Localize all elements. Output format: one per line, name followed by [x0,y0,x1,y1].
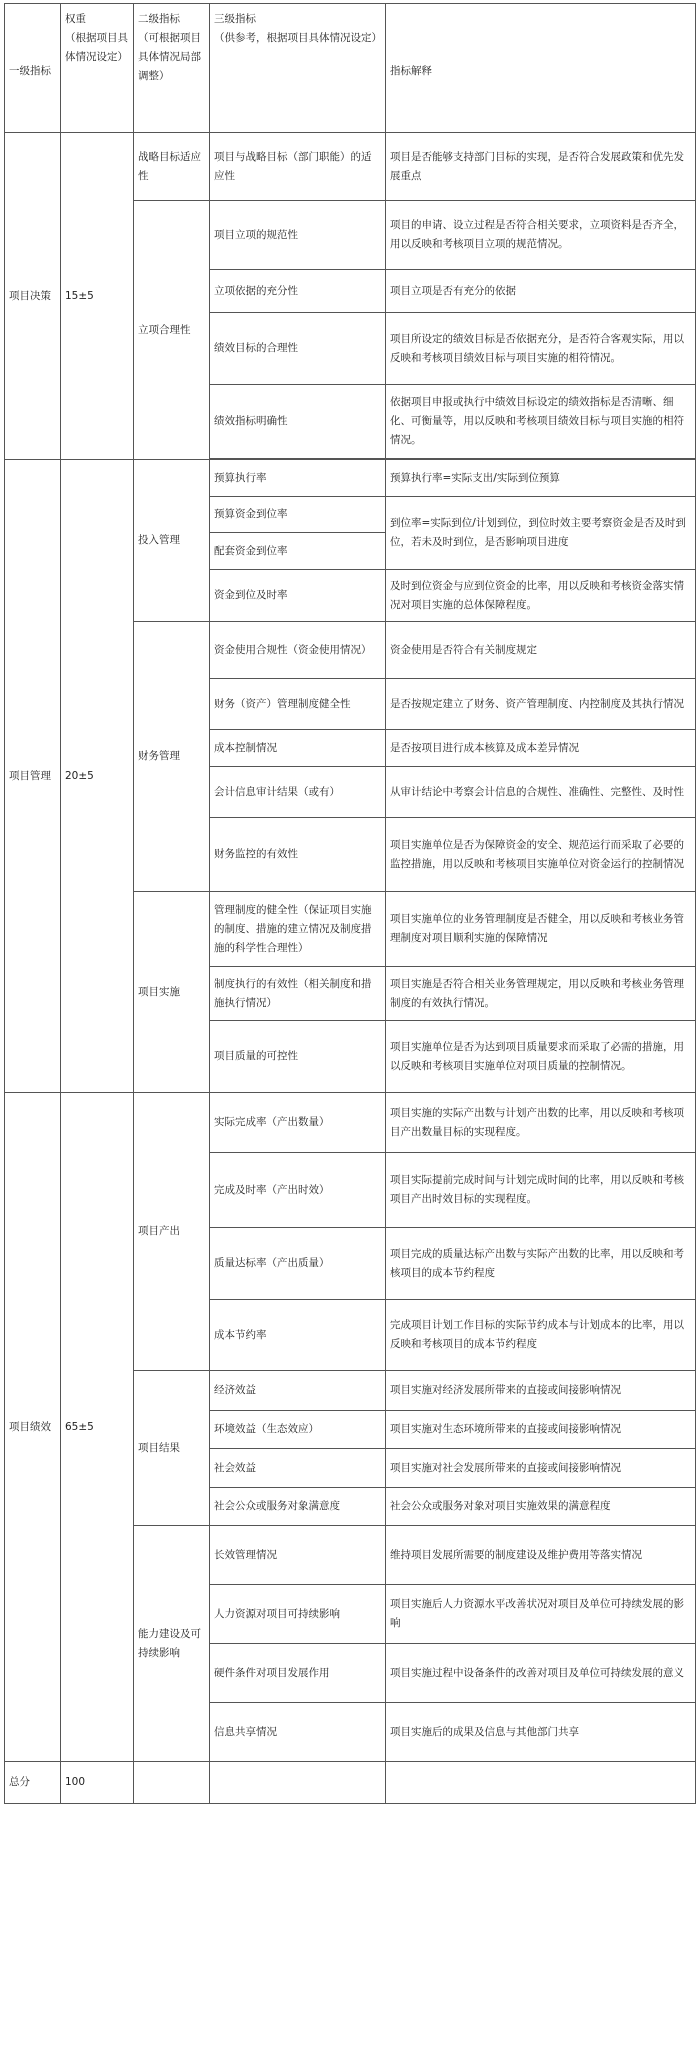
explanation-cell: 社会公众或服务对象对项目实施效果的满意程度 [386,1488,696,1526]
header-level1-label: 一级指标 [9,64,51,77]
level2-cell: 项目实施 [134,892,210,1093]
explanation-cell: 是否按规定建立了财务、资产管理制度、内控制度及其执行情况 [386,679,696,730]
level2-cell: 项目结果 [134,1371,210,1526]
explanation-cell: 从审计结论中考察会计信息的合规性、准确性、完整性、及时性 [386,767,696,818]
explanation-cell: 维持项目发展所需要的制度建设及维护费用等落实情况 [386,1526,696,1585]
explanation-cell: 项目实施过程中设备条件的改善对项目及单位可持续发展的意义 [386,1644,696,1703]
level3-cell: 管理制度的健全性（保证项目实施的制度、措施的建立情况及制度措施的科学性合理性） [210,892,386,967]
explanation-cell: 项目实施对经济发展所带来的直接或间接影响情况 [386,1371,696,1411]
explanation-cell: 项目的申请、设立过程是否符合相关要求，立项资料是否齐全，用以反映和考核项目立项的规范情况。 [386,201,696,270]
explanation-cell: 项目实施单位是否为保障资金的安全、规范运行而采取了必要的监控措施，用以反映和考核项目实施单位对资金运行的控制情况 [386,818,696,892]
level3-cell: 立项依据的充分性 [210,270,386,313]
explanation-cell: 项目是否能够支持部门目标的实现，是否符合发展政策和优先发展重点 [386,133,696,201]
explanation-cell: 项目所设定的绩效目标是否依据充分，是否符合客观实际，用以反映和考核项目绩效目标与项目实施的相符情况。 [386,313,696,385]
level3-cell: 环境效益（生态效应） [210,1411,386,1449]
explanation-cell: 项目实际提前完成时间与计划完成时间的比率，用以反映和考核项目产出时效目标的实现程度。 [386,1153,696,1228]
level3-cell: 预算资金到位率 [210,497,386,533]
header-explanation-label: 指标解释 [390,64,432,77]
level3-cell: 项目立项的规范性 [210,201,386,270]
level1-cell: 项目管理 [5,460,61,1093]
header-weight [61,4,134,133]
level3-cell: 配套资金到位率 [210,533,386,570]
level3-cell: 会计信息审计结果（或有） [210,767,386,818]
explanation-cell: 项目实施对生态环境所带来的直接或间接影响情况 [386,1411,696,1449]
header-level2 [134,4,210,133]
level2-cell: 财务管理 [134,622,210,892]
level3-cell: 资金使用合规性（资金使用情况） [210,622,386,679]
explanation-cell: 项目实施是否符合相关业务管理规定，用以反映和考核业务管理制度的有效执行情况。 [386,967,696,1021]
level3-cell: 社会效益 [210,1449,386,1488]
header-level3 [210,4,386,133]
explanation-cell: 到位率=实际到位/计划到位，到位时效主要考察资金是否及时到位，若未及时到位，是否影响项目进度 [386,497,696,570]
explanation-cell: 项目实施的实际产出数与计划产出数的比率，用以反映和考核项目产出数量目标的实现程度。 [386,1093,696,1153]
explanation-cell: 完成项目计划工作目标的实际节约成本与计划成本的比率，用以反映和考核项目的成本节约程度 [386,1300,696,1371]
header-level2-note: （可根据项目具体情况局部调整） [138,32,201,82]
total-row [5,1762,696,1804]
level3-cell: 成本控制情况 [210,730,386,767]
explanation-cell: 依据项目申报或执行中绩效目标设定的绩效指标是否清晰、细化、可衡量等，用以反映和考核项目绩效目标与项目实施的相符情况。 [386,385,696,459]
explanation-cell: 项目实施后的成果及信息与其他部门共享 [386,1703,696,1762]
explanation-cell: 资金使用是否符合有关制度规定 [386,622,696,679]
level2-cell: 投入管理 [134,460,210,622]
explanation-cell: 预算执行率=实际支出/实际到位预算 [386,460,696,497]
table-body [5,4,696,1804]
level3-cell: 资金到位及时率 [210,570,386,622]
level3-cell: 经济效益 [210,1371,386,1411]
total-label: 总分 [5,1762,61,1804]
level3-cell: 预算执行率 [210,460,386,497]
level1-cell: 项目绩效 [5,1093,61,1762]
explanation-cell: 项目完成的质量达标产出数与实际产出数的比率，用以反映和考核项目的成本节约程度 [386,1228,696,1300]
header-weight-label: 权重 [65,13,86,25]
level3-cell: 人力资源对项目可持续影响 [210,1585,386,1644]
level1-cell: 项目决策 [5,133,61,460]
level2-cell: 立项合理性 [134,201,210,460]
level3-cell: 绩效目标的合理性 [210,313,386,385]
explanation-cell: 及时到位资金与应到位资金的比率，用以反映和考核资金落实情况对项目实施的总体保障程度。 [386,570,696,622]
explanation-cell: 是否按项目进行成本核算及成本差异情况 [386,730,696,767]
level2-cell: 能力建设及可持续影响 [134,1526,210,1762]
level3-cell: 硬件条件对项目发展作用 [210,1644,386,1703]
empty-cell [386,1762,696,1804]
level3-cell: 财务监控的有效性 [210,818,386,892]
weight-cell: 20±5 [61,460,134,1093]
level3-cell: 长效管理情况 [210,1526,386,1585]
header-weight-note: （根据项目具体情况设定） [65,32,128,63]
evaluation-index-table [4,3,696,1804]
header-level3-label: 三级指标 [214,13,256,25]
table-row [5,133,696,201]
header-explanation [386,4,696,133]
level3-cell: 完成及时率（产出时效） [210,1153,386,1228]
level3-cell: 财务（资产）管理制度健全性 [210,679,386,730]
header-level3-note: （供参考，根据项目具体情况设定） [214,32,382,44]
header-level1 [5,4,61,133]
level2-cell: 战略目标适应性 [134,133,210,201]
level3-cell: 成本节约率 [210,1300,386,1371]
empty-cell [210,1762,386,1804]
level3-cell: 绩效指标明确性 [210,385,386,459]
explanation-cell: 项目实施单位的业务管理制度是否健全，用以反映和考核业务管理制度对项目顺利实施的保障情况 [386,892,696,967]
explanation-cell: 项目实施单位是否为达到项目质量要求而采取了必需的措施，用以反映和考核项目实施单位对项目质量的控制情况。 [386,1021,696,1093]
level3-cell: 实际完成率（产出数量） [210,1093,386,1153]
explanation-cell: 项目实施后人力资源水平改善状况对项目及单位可持续发展的影响 [386,1585,696,1644]
header-row [5,4,696,133]
level3-cell: 质量达标率（产出质量） [210,1228,386,1300]
level3-cell: 项目质量的可控性 [210,1021,386,1093]
table-row [5,460,696,497]
total-value: 100 [61,1762,134,1804]
level3-cell: 信息共享情况 [210,1703,386,1762]
explanation-cell: 项目立项是否有充分的依据 [386,270,696,313]
level3-cell: 制度执行的有效性（相关制度和措施执行情况） [210,967,386,1021]
level2-cell: 项目产出 [134,1093,210,1371]
explanation-cell: 项目实施对社会发展所带来的直接或间接影响情况 [386,1449,696,1488]
empty-cell [134,1762,210,1804]
table-row [5,1093,696,1153]
level3-cell: 社会公众或服务对象满意度 [210,1488,386,1526]
weight-cell: 15±5 [61,133,134,460]
weight-cell: 65±5 [61,1093,134,1762]
header-level2-label: 二级指标 [138,13,180,25]
level3-cell: 项目与战略目标（部门职能）的适应性 [210,133,386,201]
